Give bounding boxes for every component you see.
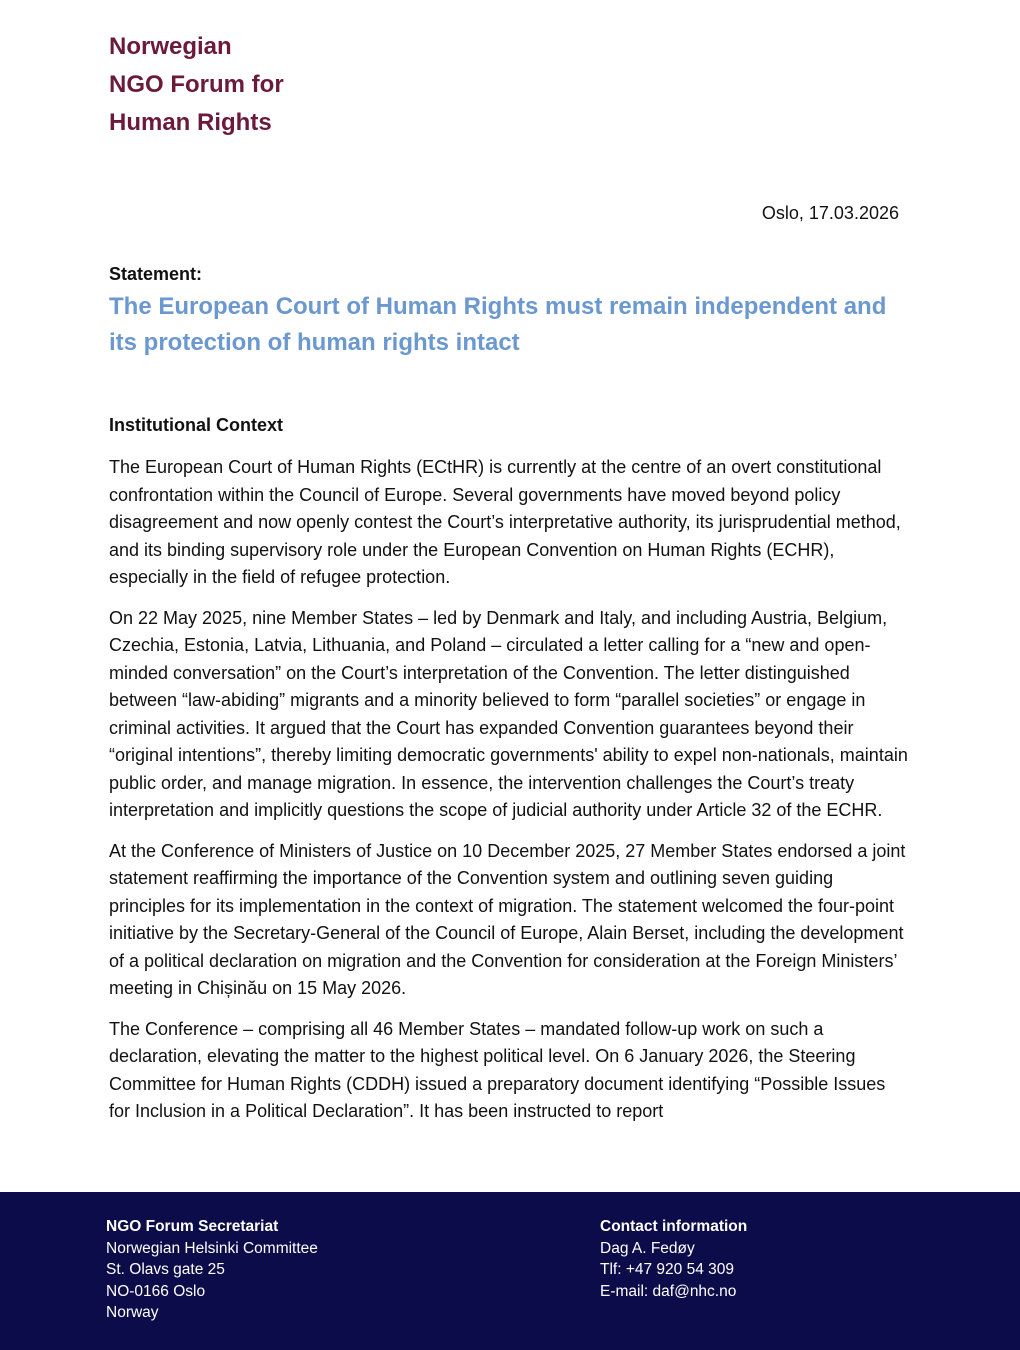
secretariat-line: NO-0166 Oslo <box>106 1282 206 1300</box>
secretariat-line: Norwegian Helsinki Committee <box>106 1239 318 1257</box>
contact-name: Dag A. Fedøy <box>600 1239 695 1257</box>
secretariat-heading: NGO Forum Secretariat <box>106 1218 279 1235</box>
organization-logo <box>109 28 284 142</box>
page-footer <box>0 1192 1020 1350</box>
secretariat-line: St. Olavs gate 25 <box>106 1261 225 1278</box>
contact-block <box>600 1216 747 1302</box>
org-name-line-3: Human Rights <box>109 109 272 136</box>
secretariat-line: Norway <box>106 1304 159 1321</box>
section-heading: Institutional Context <box>109 415 283 435</box>
paragraph: The Conference – comprising all 46 Member States – mandated follow-up work on such a declaration, elevating the matter to the highest political level. On 6 January 2026, the Steering Committee for Human Rights (CDDH) issued a preparatory document identifying “Possible Issues for Inclusion in a Political Declaration”. It has been instructed to report <box>109 1018 886 1121</box>
statement-title: The European Court of Human Rights must remain independent and its protection of human rights intact <box>109 293 887 356</box>
document-date: Oslo, 17.03.2026 <box>761 203 899 223</box>
paragraph: At the Conference of Ministers of Justice on 10 December 2025, 27 Member States endorsed a joint statement reaffirming the importance of the Convention system and outlining seven guiding principles for its implementation in the context of migration. The statement welcomed the four-point initiative by the Secretary-General of the Council of Europe, Alain Berset, including the development of a political declaration on migration and the Convention for consideration at the Foreign Ministers’ meeting in Chișinău on 15 May 2026. <box>109 840 906 998</box>
org-name-line-1: Norwegian <box>109 33 232 60</box>
paragraph: On 22 May 2025, nine Member States – led by Denmark and Italy, and including Austria, Belgium, Czechia, Estonia, Latvia, Lithuania, and Poland – circulated a letter calling for a “new and open-minded conversation” on the Court’s interpretation of the Convention. The letter distinguished between “law-abiding” migrants and a minority believed to form “parallel societies” or engage in criminal activities. It argued that the Court has expanded Convention guarantees beyond their “original intentions”, thereby limiting democratic governments' ability to expel non-nationals, maintain public order, and manage migration. In essence, the intervention challenges the Court’s treaty interpretation and implicitly questions the scope of judicial authority under Article 32 of the ECHR. <box>109 607 908 820</box>
paragraph: The European Court of Human Rights (ECtHR) is currently at the centre of an overt constitutional confrontation within the Council of Europe. Several governments have moved beyond policy disagreement and now openly contest the Court’s interpretative authority, its jurisprudential method, and its binding supervisory role under the European Convention on Human Rights (ECHR), especially in the field of refugee protection. <box>109 457 901 587</box>
contact-phone: Tlf: +47 920 54 309 <box>600 1261 735 1278</box>
contact-heading: Contact information <box>600 1218 748 1235</box>
document-body <box>109 454 909 1139</box>
statement-label: Statement: <box>109 264 203 284</box>
contact-email: E-mail: daf@nhc.no <box>600 1282 737 1300</box>
org-name-line-2: NGO Forum for <box>109 71 284 98</box>
secretariat-block <box>106 1216 318 1324</box>
